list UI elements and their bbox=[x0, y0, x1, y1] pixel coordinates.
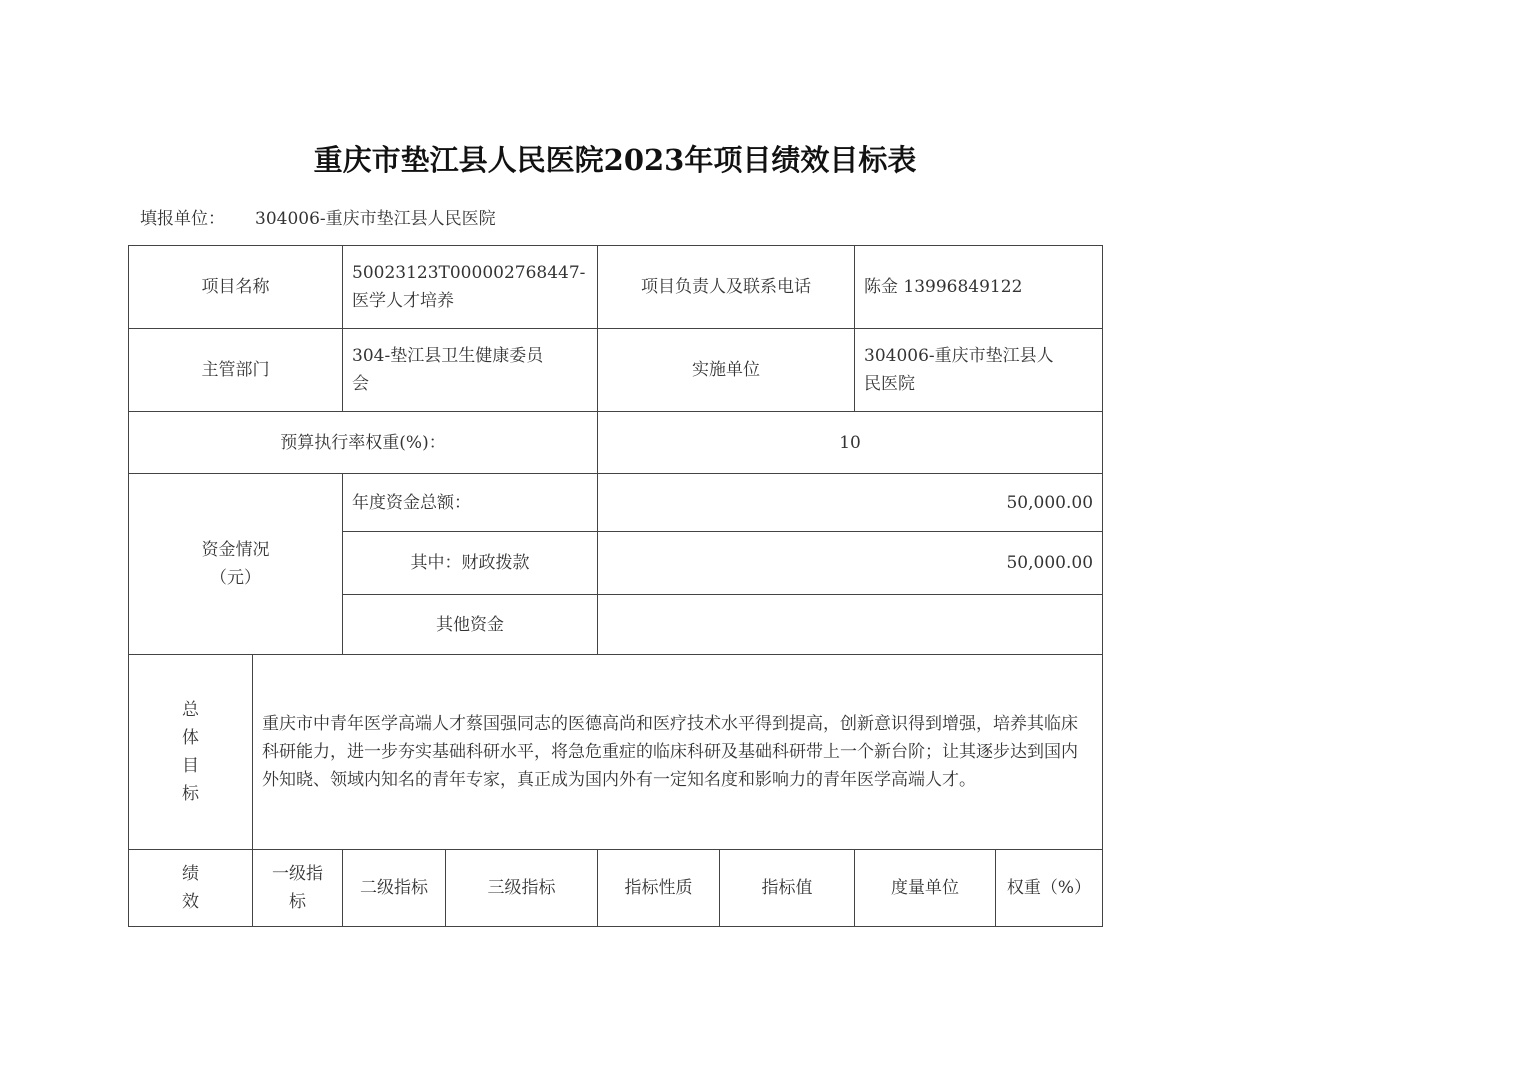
dept-label: 主管部门 bbox=[129, 329, 343, 412]
weight-header: 权重（%） bbox=[996, 850, 1103, 927]
other-funds-value bbox=[598, 595, 1103, 655]
annual-total-value: 50,000.00 bbox=[598, 474, 1103, 532]
dept-line2: 会 bbox=[352, 374, 369, 394]
row-budget-weight bbox=[129, 412, 1103, 474]
level2-indicator-header: 二级指标 bbox=[343, 850, 446, 927]
impl-line1: 304006-重庆市垫江县人 bbox=[864, 346, 1054, 366]
annual-total-label: 年度资金总额： bbox=[343, 474, 598, 532]
level3-indicator-header: 三级指标 bbox=[446, 850, 598, 927]
project-name-line2: 医学人才培养 bbox=[352, 291, 454, 311]
project-name-value bbox=[343, 246, 598, 329]
row-overall-goal bbox=[129, 655, 1103, 850]
level1-indicator-header bbox=[253, 850, 343, 927]
funds-label bbox=[129, 474, 343, 655]
budget-weight-label: 预算执行率权重(%)： bbox=[129, 412, 598, 474]
contact-value: 陈金 13996849122 bbox=[855, 246, 1103, 329]
fiscal-label: 其中：财政拨款 bbox=[343, 532, 598, 595]
measure-unit-header: 度量单位 bbox=[855, 850, 996, 927]
impl-value bbox=[855, 329, 1103, 412]
filler-unit-value: 304006-重庆市垫江县人民医院 bbox=[255, 209, 496, 229]
overall-goal-label bbox=[129, 655, 253, 850]
goal-label-char: 标 bbox=[182, 784, 199, 804]
perf-label-char: 效 bbox=[182, 892, 199, 912]
goal-label-char: 目 bbox=[182, 756, 199, 776]
dept-value bbox=[343, 329, 598, 412]
row-project-name bbox=[129, 246, 1103, 329]
contact-label: 项目负责人及联系电话 bbox=[598, 246, 855, 329]
fiscal-value: 50,000.00 bbox=[598, 532, 1103, 595]
performance-label bbox=[129, 850, 253, 927]
indicator-nature-header: 指标性质 bbox=[598, 850, 720, 927]
dept-line1: 304-垫江县卫生健康委员 bbox=[352, 346, 544, 366]
overall-goal-text: 重庆市中青年医学高端人才蔡国强同志的医德高尚和医疗技术水平得到提高，创新意识得到增强，培养其临床科研能力，进一步夯实基础科研水平，将急危重症的临床科研及基础科研带上一个新台阶；让其逐步达到国内外知晓、领域内知名的青年专家，真正成为国内外有一定知名度和影响力的青年医学高端人才。 bbox=[253, 655, 1103, 850]
level1-line2: 标 bbox=[289, 892, 306, 912]
performance-target-table bbox=[128, 245, 1103, 927]
budget-weight-value: 10 bbox=[598, 412, 1103, 474]
goal-label-char: 体 bbox=[182, 728, 199, 748]
level1-line1: 一级指 bbox=[272, 864, 323, 884]
project-name-line1: 50023123T000002768447- bbox=[352, 263, 586, 283]
other-funds-label: 其他资金 bbox=[343, 595, 598, 655]
funds-label-line1: 资金情况 bbox=[201, 540, 270, 560]
row-annual-total bbox=[129, 474, 1103, 532]
project-name-label: 项目名称 bbox=[129, 246, 343, 329]
filler-unit-label: 填报单位： bbox=[140, 209, 225, 229]
row-performance-header bbox=[129, 850, 1103, 927]
impl-label: 实施单位 bbox=[598, 329, 855, 412]
impl-line2: 民医院 bbox=[864, 374, 915, 394]
funds-label-line2: （元） bbox=[210, 568, 261, 588]
perf-label-char: 绩 bbox=[182, 864, 199, 884]
row-department bbox=[129, 329, 1103, 412]
page-title: 重庆市垫江县人民医院2023年项目绩效目标表 bbox=[313, 143, 917, 177]
filler-unit-line bbox=[140, 204, 496, 229]
goal-label-char: 总 bbox=[182, 700, 199, 720]
indicator-value-header: 指标值 bbox=[720, 850, 855, 927]
